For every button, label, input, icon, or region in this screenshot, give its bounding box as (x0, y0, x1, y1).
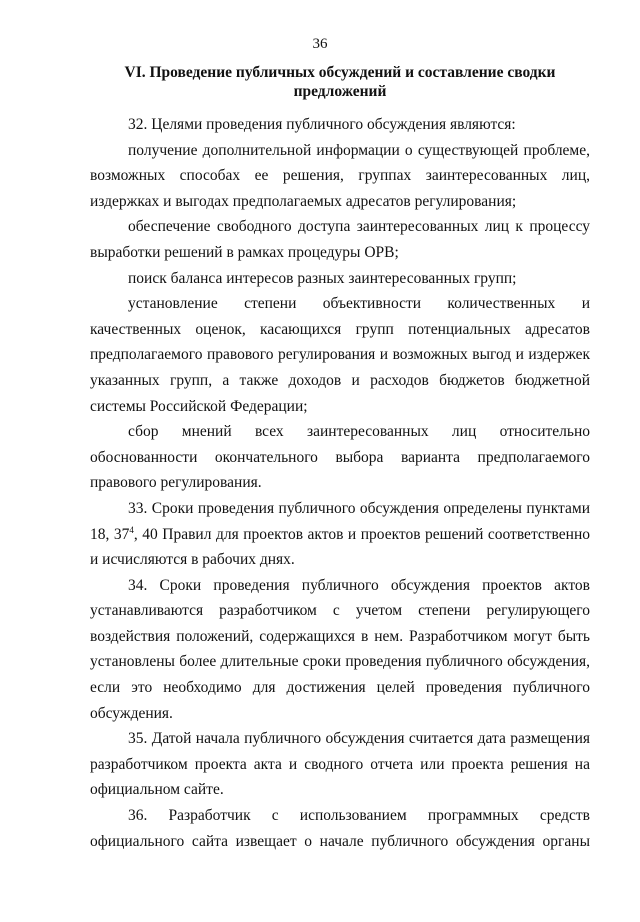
paragraph-32-item-4: установление степени объективности количественных и качественных оценок, касающихся групп потенциальных адресатов предполагаемого правового регулирования и возможных выгод и издержек указанных групп, а также доходов и расходов бюджетов бюджетной системы Российской Федерации; (90, 295, 590, 415)
paragraph-36: 36. Разработчик с использованием программных средств официального сайта извещает о начале публичного обсуждения органы (90, 807, 590, 850)
paragraph-33-text-after: , 40 Правил для проектов актов и проектов решений соответственно и исчисляются в рабочих днях. (90, 525, 591, 569)
footnote-reference: 4 (129, 524, 134, 535)
page-number: 36 (312, 36, 328, 52)
paragraph-33-text-before: 33. Сроки проведения публичного обсуждения определены пунктами 18, 37 (90, 499, 590, 543)
paragraph-32-item-1: получение дополнительной информации о существующей проблеме, возможных способах ее решения, группах заинтересованных лиц, издержках и выгодах предполагаемых адресатов регулирования; (90, 141, 590, 210)
paragraph-34: 34. Сроки проведения публичного обсуждения проектов актов устанавливаются разработчиком с учетом степени регулирующего воздействия положений, содержащихся в нем. Разработчиком могут быть установлены более длительные сроки проведения публичного обсуждения, если это необходимо для достижения целей проведения публичного обсуждения. (90, 576, 590, 722)
section-title: VI. Проведение публичных обсуждений и составление сводки предложений (124, 64, 556, 100)
paragraph-32: 32. Целями проведения публичного обсуждения являются: (128, 116, 516, 133)
paragraph-32-item-3: поиск баланса интересов разных заинтересованных групп; (128, 269, 517, 287)
paragraph-32-item-5: сбор мнений всех заинтересованных лиц относительно обоснованности окончательного выбора варианта предполагаемого правового регулирования. (90, 423, 590, 492)
paragraph-32-item-2: обеспечение свободного доступа заинтересованных лиц к процессу выработки решений в рамках процедуры ОРВ; (90, 218, 590, 261)
paragraph-35: 35. Датой начала публичного обсуждения считается дата размещения разработчиком проекта акта и сводного отчета или проекта решения на официальном сайте. (90, 730, 590, 799)
paragraph-33 (90, 496, 590, 573)
document-body (90, 112, 590, 854)
